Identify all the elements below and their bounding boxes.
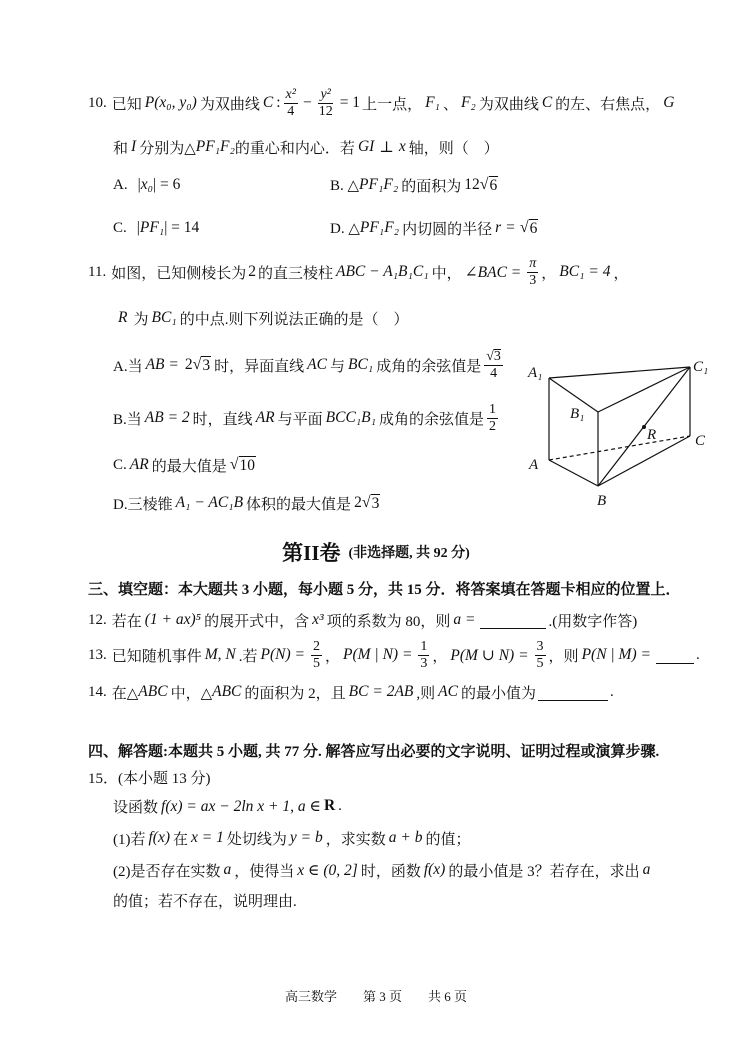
radicand: 6	[529, 219, 538, 237]
option-label: C.	[113, 456, 127, 473]
numerator: 1	[489, 401, 497, 417]
q15-function-def	[113, 791, 342, 821]
stem-text: ，	[325, 648, 341, 665]
label-a1: A₁	[528, 365, 543, 381]
edge-b-c	[598, 436, 690, 486]
math-expr: f(x) = ax − 2ln x + 1, a ∈	[161, 797, 321, 815]
option-label: B.当	[113, 411, 142, 428]
stem-text: ,则	[416, 685, 436, 702]
label-b1: B₁	[570, 406, 585, 422]
math-expr: AR	[129, 456, 149, 473]
math-expr: | = 14	[164, 219, 200, 236]
answer-blank	[656, 647, 694, 664]
stem-text: 设函数	[113, 799, 159, 816]
stem-text: (1)若	[113, 831, 146, 848]
stem-text: 的展开式中，含	[204, 613, 310, 630]
option-label: A.	[113, 176, 128, 193]
math-expr: P(M | N) =	[343, 646, 413, 663]
radical	[185, 356, 211, 374]
math-expr: ABC − A₁B₁C₁	[335, 263, 429, 280]
radical	[230, 456, 256, 474]
label-c: C	[695, 433, 706, 449]
stem-text: 的值；	[425, 831, 471, 848]
answer-blank	[480, 612, 546, 629]
fraction	[487, 402, 498, 434]
math-expr: = 1	[339, 94, 361, 111]
radical-sign: √	[361, 494, 371, 512]
math-expr: (1 + ax)⁵	[144, 611, 202, 628]
edge-a-b	[549, 460, 598, 486]
stem-text: 为	[133, 311, 149, 328]
radicand: 3	[371, 494, 380, 512]
math-expr: AB =	[145, 356, 179, 373]
radical-coefficient: 12	[464, 176, 480, 194]
q15-part-1	[113, 823, 470, 853]
radical-sign: √	[229, 456, 239, 474]
math-expr: R	[323, 797, 336, 814]
q10-option-a	[113, 170, 180, 200]
math-expr: ABC	[212, 683, 242, 700]
radical-sign: √	[519, 219, 529, 237]
question-number: 12.	[88, 611, 107, 628]
math-expr: a	[223, 861, 232, 878]
q11-option-a	[113, 345, 506, 385]
math-expr: =	[506, 219, 515, 236]
radicand: 3	[493, 348, 501, 364]
math-expr: f(x)	[148, 829, 171, 846]
radical-coefficient: 2	[184, 356, 193, 374]
math-expr: a + b	[388, 829, 423, 846]
option-text: 时，异面直线	[214, 358, 305, 375]
point-r	[642, 425, 646, 429]
math-expr: | = 6	[152, 176, 181, 193]
radical-coefficient: 2	[354, 494, 362, 512]
math-expr: f(x)	[423, 861, 446, 878]
numerator: 1	[420, 638, 428, 654]
stem-text: .	[609, 683, 614, 700]
label-b: B	[597, 493, 607, 509]
math-expr: BC₁ = 4	[559, 263, 611, 280]
option-label: D.三棱锥	[113, 496, 173, 513]
q12-stem	[88, 605, 637, 635]
option-text: 的面积为	[401, 178, 462, 195]
stem-text: 如图，已知侧棱长为	[111, 265, 247, 282]
stem-text: .	[338, 797, 342, 814]
math-expr: AC	[307, 356, 327, 373]
q10-option-c	[113, 213, 199, 243]
radical	[520, 219, 539, 237]
q11-option-b	[113, 398, 501, 438]
q11-option-d	[113, 488, 383, 518]
math-expr: PF₁F₂	[359, 176, 399, 193]
math-expr: ABC	[138, 683, 168, 700]
option-text: 与平面	[277, 411, 323, 428]
heading-text: 四、解答题:本题共 5 小题, 共 77 分. 解答应写出必要的文字说明、证明过程或演算步骤.	[88, 743, 660, 760]
stem-text: ，	[613, 265, 629, 282]
stem-text: 时，函数	[360, 863, 421, 880]
numerator: x²	[285, 86, 296, 102]
numerator	[484, 349, 503, 366]
question-header: 15．(本小题 13 分)	[88, 770, 211, 787]
math-expr: x ∈ (0, 2]	[297, 861, 358, 879]
option-text: 成角的余弦值是	[376, 358, 482, 375]
math-expr: F₂	[460, 94, 476, 111]
stem-text: 的中点.则下列说法正确的是（ ）	[179, 311, 409, 328]
radical	[464, 176, 498, 194]
math-expr: P(N | M) =	[581, 646, 651, 663]
stem-text: 的最小值为	[460, 685, 536, 702]
option-text: 体积的最大值是	[246, 496, 352, 513]
q10-stem-line-1	[88, 88, 677, 118]
edge-b1-c1	[598, 367, 690, 412]
q11-stem-line-1	[88, 257, 628, 287]
footer-total-pages: 共 6 页	[428, 988, 468, 1004]
option-text: 时，直线	[192, 411, 253, 428]
denominator: 2	[489, 418, 497, 434]
radical-sign: √	[479, 176, 489, 194]
q10-stem-line-2	[113, 132, 499, 162]
stem-text: 的值；若不存在，说明理由.	[113, 893, 297, 910]
footer-subject: 高三数学	[284, 988, 337, 1004]
stem-text: 上一点，	[362, 96, 423, 113]
stem-text: .若	[238, 648, 258, 665]
option-text: 的最大值是	[151, 458, 227, 475]
denominator: 12	[318, 103, 333, 119]
math-expr: PF₁	[139, 219, 165, 236]
math-expr: ∠BAC =	[464, 263, 522, 281]
option-text: 成角的余弦值是	[379, 411, 485, 428]
numerator: 2	[313, 638, 320, 654]
question-number: 13.	[88, 646, 107, 663]
math-expr: A₁ − AC₁B	[175, 494, 244, 511]
radical-sign: √	[486, 348, 494, 364]
stem-text: 的最小值是 3？若存在，求出	[448, 863, 640, 880]
q15-part-2	[113, 855, 653, 885]
stem-text: ，求实数	[325, 831, 386, 848]
stem-text: .(用数字作答)	[548, 613, 638, 630]
stem-text: 已知	[111, 96, 142, 113]
stem-text: .	[695, 646, 700, 663]
math-expr: x³	[312, 611, 324, 628]
stem-text: ，使得当	[234, 863, 295, 880]
math-expr: PF₁F₂	[359, 219, 400, 236]
label-c1: C₁	[693, 359, 709, 375]
stem-text: ，	[541, 265, 557, 282]
part3-heading	[88, 573, 681, 603]
stem-text: ，	[432, 648, 448, 665]
fraction	[284, 87, 298, 119]
stem-text: 的左、右焦点，	[555, 96, 661, 113]
stem-text: 轴，则（ ）	[408, 140, 499, 157]
math-expr: F₁	[425, 94, 440, 111]
math-expr: AR	[255, 409, 275, 426]
stem-text: 项的系数为 80，则	[326, 613, 451, 630]
q15-part-2-continued	[113, 885, 297, 915]
math-expr: GI	[357, 138, 375, 155]
question-number: 10.	[88, 94, 107, 111]
q13-stem	[88, 635, 700, 675]
math-expr: M, N	[204, 646, 236, 663]
math-expr: AC	[438, 683, 458, 700]
stem-text: 处切线为	[226, 831, 287, 848]
stem-text: 的直三棱柱	[257, 265, 333, 282]
stem-text: 中，	[431, 265, 462, 282]
stem-text: 分别为△	[139, 140, 196, 157]
fraction	[311, 639, 322, 671]
radicand: 6	[489, 176, 498, 194]
denominator: 5	[313, 655, 320, 671]
math-expr: a =	[453, 611, 476, 628]
section-subtitle: (非选择题, 共 92 分)	[348, 546, 470, 561]
question-number: 14.	[88, 683, 107, 700]
math-expr: ⊥	[379, 138, 394, 156]
math-expr: |	[136, 219, 140, 236]
radicand: 10	[239, 456, 255, 474]
stem-text: 已知随机事件	[111, 648, 202, 665]
option-text: 与	[329, 358, 345, 375]
numerator: 3	[536, 638, 544, 654]
answer-blank	[538, 684, 608, 701]
q10-option-b	[330, 170, 501, 200]
option-label: C.	[113, 219, 127, 236]
math-expr: x	[398, 138, 406, 155]
page-footer	[0, 980, 752, 1010]
q14-stem	[88, 677, 614, 707]
math-expr: P(x₀, y₀)	[144, 94, 197, 111]
label-a: A	[529, 457, 539, 473]
math-expr: R	[118, 309, 128, 326]
math-expr: r	[495, 219, 502, 236]
math-expr: BCC₁B₁	[325, 409, 377, 426]
option-label: B. △	[330, 177, 360, 194]
stem-text: 为双曲线	[199, 96, 260, 113]
math-expr: BC₁	[151, 309, 177, 326]
math-expr: BC₁	[348, 356, 374, 373]
stem-text: 在△	[111, 685, 139, 702]
stem-text: (2)是否存在实数	[113, 863, 221, 880]
q15-header	[88, 762, 211, 792]
math-expr: −	[302, 94, 312, 111]
denominator: 4	[490, 365, 498, 381]
heading-text: 三、填空题：本大题共 3 小题，每小题 5 分，共 15 分．将答案填在答题卡相应的位置上．	[88, 581, 681, 598]
math-expr: 2	[248, 263, 256, 280]
math-expr: C	[262, 94, 274, 111]
numerator: y²	[320, 86, 331, 102]
denominator: 3	[420, 655, 428, 671]
math-expr: a	[642, 861, 651, 878]
section-name: 第II卷	[282, 541, 341, 565]
stem-text: 的重心和内心．若	[234, 140, 355, 157]
math-expr: BC = 2AB	[348, 683, 414, 700]
stem-text: 、	[442, 96, 458, 113]
math-expr: G	[663, 94, 675, 111]
fraction	[484, 349, 503, 381]
question-number: 11.	[88, 263, 107, 280]
math-expr: C	[541, 94, 553, 111]
radicand: 3	[202, 356, 211, 374]
option-label: A.当	[113, 358, 143, 375]
edge-a1-c1	[549, 367, 690, 378]
denominator: 3	[529, 272, 537, 288]
fraction	[317, 87, 335, 119]
math-expr: y = b	[289, 829, 323, 846]
stem-text: ，则	[548, 648, 579, 665]
option-label: D. △	[330, 220, 360, 237]
denominator: 5	[536, 655, 544, 671]
footer-page-number: 第 3 页	[362, 988, 402, 1004]
radical-sign: √	[192, 356, 202, 374]
denominator: 4	[287, 103, 295, 119]
stem-text: 中，△	[170, 685, 213, 702]
option-text: 内切圆的半径	[402, 221, 493, 238]
math-expr: |	[137, 176, 141, 193]
math-expr: x₀	[140, 176, 153, 193]
part4-heading	[88, 735, 659, 765]
stem-text: 为双曲线	[478, 96, 539, 113]
fraction	[535, 639, 546, 671]
numerator: π	[529, 255, 537, 271]
math-expr: x = 1	[191, 829, 224, 846]
math-expr: :	[276, 94, 281, 111]
stem-text: 和	[113, 140, 129, 157]
math-expr: P(M ∪ N) =	[450, 646, 529, 664]
q11-option-c	[113, 450, 259, 480]
prism-figure	[520, 355, 725, 515]
math-expr: I	[131, 138, 137, 155]
math-expr: P(N) =	[260, 646, 305, 663]
section-title	[0, 537, 752, 567]
stem-text: 若在	[111, 613, 142, 630]
label-r: R	[647, 427, 657, 443]
q11-stem-line-2	[118, 303, 408, 333]
math-expr: AB = 2	[144, 409, 190, 426]
math-expr: PF₁F₂	[195, 138, 235, 155]
stem-text: 的面积为 2，且	[244, 685, 346, 702]
fraction	[418, 639, 429, 671]
stem-text: 在	[173, 831, 189, 848]
q10-option-d	[330, 213, 541, 243]
fraction	[527, 256, 538, 288]
radical	[354, 494, 380, 512]
